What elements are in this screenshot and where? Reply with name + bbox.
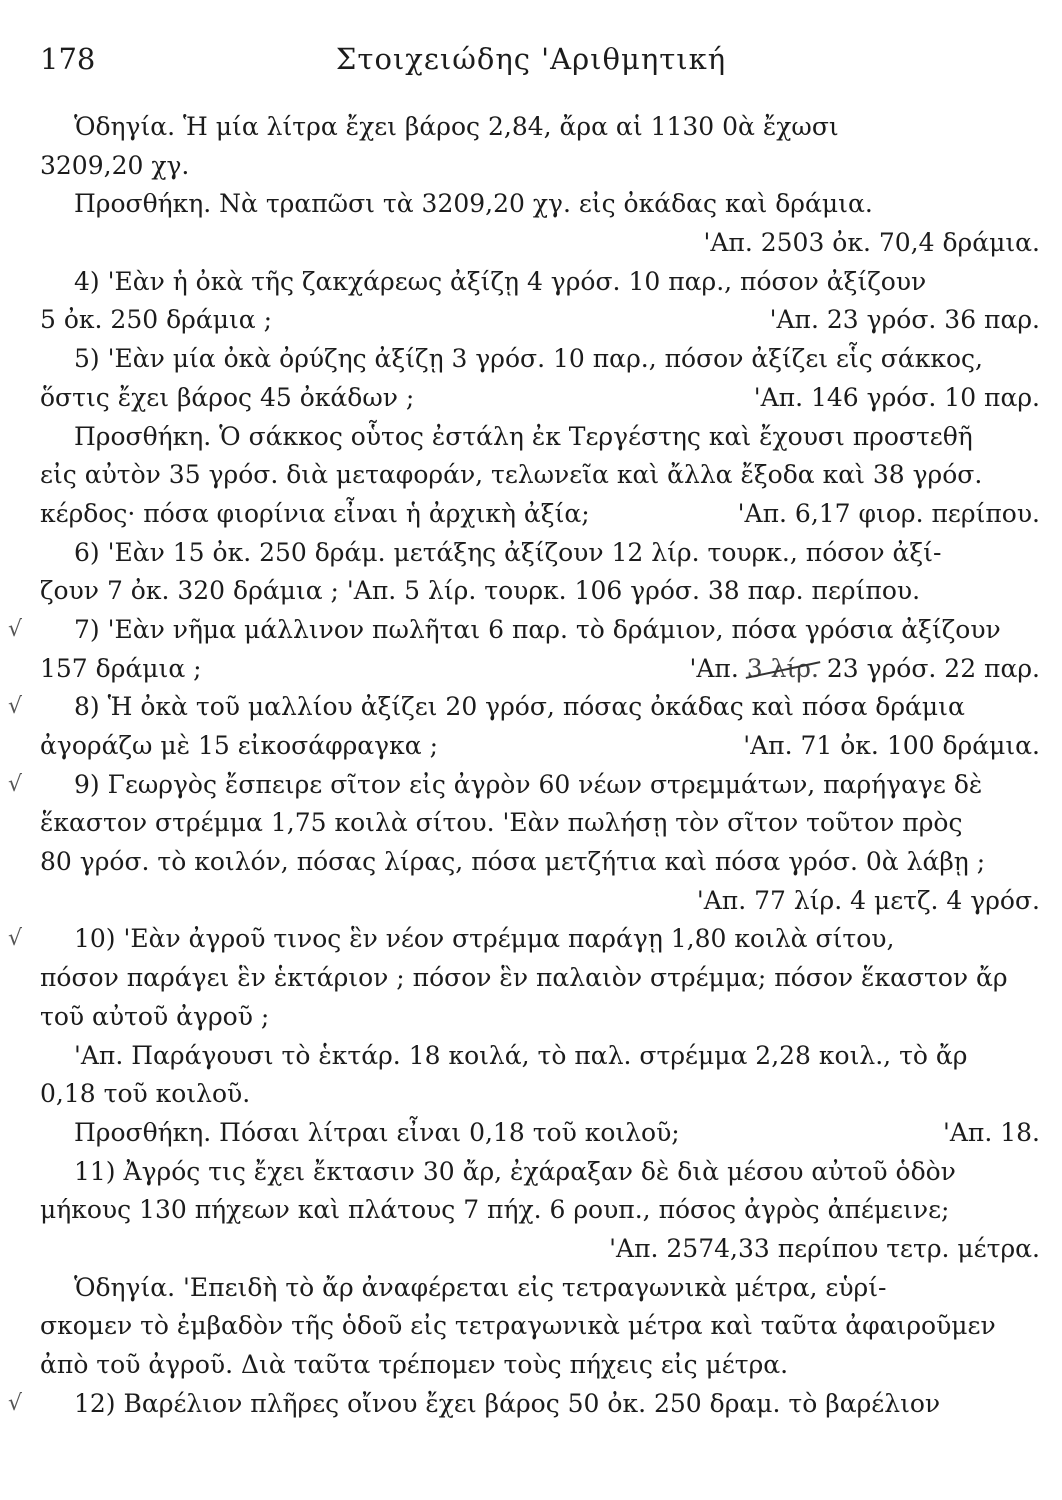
- text-line: [40, 379, 1040, 418]
- line-text: Προσθήκη. Ὁ σάκκος οὗτος ἐστάλη ἐκ Τεργέστης καὶ ἔχουσι προστεθῆ: [74, 421, 973, 451]
- line-text: σκομεν τὸ ἐμβαδὸν τῆς ὁδοῦ εἰς τετραγωνικὰ μέτρα καὶ ταῦτα ἀφαιροῦμεν: [40, 1311, 996, 1341]
- text-line: [40, 495, 1040, 534]
- answer-value: 'Απ. 77 λίρ. 4 μετζ. 4 γρόσ.: [696, 885, 1040, 915]
- line-text: ὅστις ἔχει βάρος 45 ὀκάδων ;: [40, 382, 415, 412]
- margin-check-mark: √: [8, 926, 23, 952]
- answer-value: 'Απ. 6,17 φιορ. περίπου.: [737, 498, 1040, 528]
- text-line: [40, 224, 1040, 263]
- line-text: 8) Ἡ ὀκὰ τοῦ μαλλίου ἀξίζει 20 γρόσ, πόσας ὀκάδας καὶ πόσα δράμια: [74, 692, 965, 722]
- answer-value: 23 γρόσ. 22 παρ.: [826, 653, 1040, 683]
- answer-text: [703, 224, 1040, 263]
- answer-text: [943, 1114, 1040, 1153]
- text-line: [40, 418, 1040, 457]
- text-line: [40, 1346, 1040, 1385]
- page-body: [8, 108, 1040, 1423]
- text-line: [40, 301, 1040, 340]
- text-line: [40, 804, 1040, 843]
- running-title: Στοιχειώδης 'Αριθμητική: [335, 42, 727, 76]
- text-line: [8, 688, 1040, 727]
- answer-text: [609, 1230, 1040, 1269]
- answer-text: [770, 301, 1040, 340]
- text-line: [40, 456, 1040, 495]
- answer-value: 'Απ. 2574,33 περίπου τετρ. μέτρα.: [609, 1233, 1040, 1263]
- text-line: [40, 1307, 1040, 1346]
- line-text: 'Απ. Παράγουσι τὸ ἑκτάρ. 18 κοιλά, τὸ παλ. στρέμμα 2,28 κοιλ., τὸ ἄρ: [74, 1040, 968, 1070]
- line-text: κέρδος· πόσα φιορίνια εἶναι ἡ ἀρχικὴ ἀξία;: [40, 498, 590, 528]
- line-text: 80 γρόσ. τὸ κοιλόν, πόσας λίρας, πόσα μετζήτια καὶ πόσα γρόσ. 0ὰ λάβῃ ;: [40, 847, 986, 877]
- line-text: 12) Βαρέλιον πλῆρες οἴνου ἔχει βάρος 50 ὀκ. 250 δραμ. τὸ βαρέλιον: [74, 1388, 941, 1418]
- line-text: εἰς αὐτὸν 35 γρόσ. διὰ μεταφοράν, τελωνεῖα καὶ ἄλλα ἔξοδα καὶ 38 γρόσ.: [40, 460, 983, 490]
- text-line: [40, 185, 1040, 224]
- text-line: [40, 1114, 1040, 1153]
- text-line: [40, 843, 1040, 882]
- text-line: [40, 263, 1040, 302]
- line-text: 3209,20 χγ.: [40, 150, 190, 180]
- margin-check-mark: √: [8, 771, 23, 797]
- text-line: [40, 1191, 1040, 1230]
- text-line: [8, 611, 1040, 650]
- text-line: [40, 959, 1040, 998]
- line-text: ἀγοράζω μὲ 15 εἰκοσάφραγκα ;: [40, 731, 438, 760]
- line-text: Προσθήκη. Νὰ τραπῶσι τὰ 3209,20 χγ. εἰς ὀκάδας καὶ δράμια.: [74, 189, 873, 219]
- text-line: [8, 920, 1040, 959]
- line-text: τοῦ αὐτοῦ ἀγροῦ ;: [40, 1001, 270, 1031]
- line-text: 6) 'Εὰν 15 ὀκ. 250 δράμ. μετάξης ἀξίζουν 12 λίρ. τουρκ., πόσον ἀξί-: [74, 537, 942, 567]
- text-line: [40, 572, 1040, 611]
- margin-check-mark: √: [8, 1390, 23, 1416]
- text-line: [40, 650, 1040, 689]
- line-text: 0,18 τοῦ κοιλοῦ.: [40, 1079, 251, 1109]
- margin-check-mark: √: [8, 616, 23, 642]
- text-line: [8, 766, 1040, 805]
- text-line: [8, 1385, 1040, 1424]
- line-text: Ὁδηγία. Ἡ μία λίτρα ἔχει βάρος 2,84, ἄρα αἱ 1130 0ὰ ἔχωσι: [74, 112, 839, 141]
- answer-text: [738, 495, 1040, 534]
- line-text: 157 δράμια ;: [40, 653, 202, 683]
- text-line: [40, 1153, 1040, 1192]
- answer-value: 'Απ. 18.: [942, 1117, 1040, 1147]
- line-text: 11) Ἀγρός τις ἔχει ἔκτασιν 30 ἄρ, ἐχάραξαν δὲ διὰ μέσου αὐτοῦ ὁδὸν: [74, 1156, 956, 1186]
- answer-prefix: 'Απ.: [689, 653, 739, 683]
- text-line: [40, 108, 1040, 147]
- line-text: 7) 'Εὰν νῆμα μάλλινον πωλῆται 6 παρ. τὸ δράμιον, πόσα γρόσια ἀξίζουν: [74, 614, 1001, 644]
- answer-text: [690, 650, 1041, 689]
- line-text: Προσθήκη. Πόσαι λίτραι εἶναι 0,18 τοῦ κοιλοῦ;: [74, 1117, 680, 1147]
- line-text: 9) Γεωργὸς ἔσπειρε σῖτον εἰς ἀγρὸν 60 νέων στρεμμάτων, παρήγαγε δὲ: [74, 769, 983, 799]
- text-line: [40, 147, 1040, 186]
- text-line: [40, 534, 1040, 573]
- text-line: [40, 1075, 1040, 1114]
- text-line: [40, 1230, 1040, 1269]
- answer-text: [697, 882, 1040, 921]
- text-line: [40, 340, 1040, 379]
- text-line: [40, 727, 1040, 766]
- answer-text: [754, 379, 1040, 418]
- text-line: [40, 882, 1040, 921]
- line-text: μήκους 130 πήχεων καὶ πλάτους 7 πήχ. 6 ρουπ., πόσος ἀγρὸς ἀπέμεινε;: [40, 1195, 950, 1225]
- line-text: πόσον παράγει ἓν ἑκτάριον ; πόσον ἓν παλαιὸν στρέμμα; πόσον ἕκαστον ἄρ: [40, 963, 1008, 993]
- margin-check-mark: √: [8, 694, 23, 720]
- answer-value: 'Απ. 23 γρόσ. 36 παρ.: [769, 305, 1040, 335]
- text-line: [40, 998, 1040, 1037]
- line-text: ζουν 7 ὀκ. 320 δράμια ; 'Απ. 5 λίρ. τουρκ. 106 γρόσ. 38 παρ. περίπου.: [40, 576, 921, 606]
- line-text: 10) 'Εὰν ἀγροῦ τινος ἓν νέον στρέμμα παράγῃ 1,80 κοιλὰ σίτου,: [74, 924, 895, 954]
- text-line: [40, 1269, 1040, 1308]
- answer-value: 'Απ. 2503 ὀκ. 70,4 δράμια.: [703, 228, 1040, 258]
- text-line: [40, 1037, 1040, 1076]
- line-text: 4) 'Εὰν ἡ ὀκὰ τῆς ζακχάρεως ἀξίζῃ 4 γρόσ. 10 παρ., πόσον ἀξίζουν: [74, 266, 927, 296]
- line-text: 5) 'Εὰν μία ὀκὰ ὀρύζης ἀξίζῃ 3 γρόσ. 10 παρ., πόσον ἀξίζει εἷς σάκκος,: [74, 344, 983, 374]
- line-text: Ὁδηγία. 'Επειδὴ τὸ ἄρ ἀναφέρεται εἰς τετραγωνικὰ μέτρα, εὑρί-: [74, 1272, 887, 1302]
- page-header: [40, 38, 1022, 88]
- answer-text: [743, 727, 1040, 766]
- page-number: 178: [40, 42, 96, 76]
- line-text: ἕκαστον στρέμμα 1,75 κοιλὰ σίτου. 'Εὰν πωλήσῃ τὸν σῖτον τοῦτον πρὸς: [40, 808, 963, 838]
- answer-value: 'Απ. 146 γρόσ. 10 παρ.: [753, 382, 1040, 412]
- line-text: 5 ὀκ. 250 δράμια ;: [40, 305, 273, 335]
- line-text: ἀπὸ τοῦ ἀγροῦ. Διὰ ταῦτα τρέπομεν τοὺς πήχεις εἰς μέτρα.: [40, 1350, 789, 1379]
- struck-out-answer: 3 λίρ.: [747, 650, 819, 689]
- answer-value: 'Απ. 71 ὀκ. 100 δράμια.: [743, 731, 1040, 760]
